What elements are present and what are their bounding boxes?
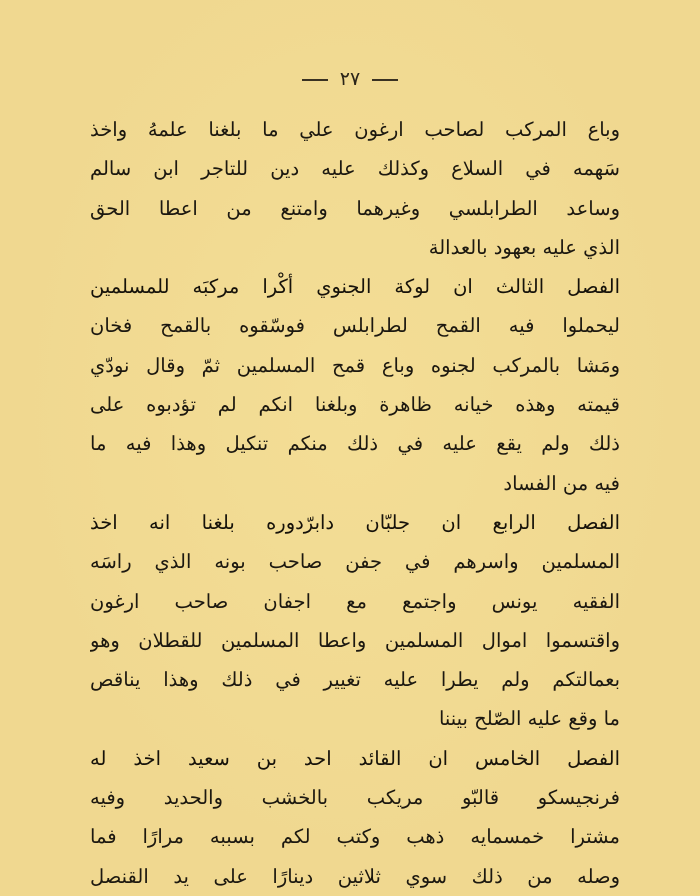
text-line: وساعد الطرابلسي وغيرهما وامتنع من اعطا الحق [90,196,620,220]
text-line: فيه من الفساد [503,471,620,495]
text-line: الذي عليه بعهود بالعدالة [428,235,620,259]
text-line: بعمالتكم ولم يطرا عليه تغيير في ذلك وهذا يناقص [90,668,620,692]
text-line: سَهمه في السلاع وكذلك عليه دين للتاجر ابن سالم [90,157,620,181]
text-line: مشترا خمسمايه ذهب وكتب لكم بسببه مرارًا فما [90,825,620,849]
text-line: وباع المركب لصاحب ارغون علي ما بلغنا علمهُ واخذ [90,118,620,141]
text-line: قيمته وهذه خيانه ظاهرة وبلغنا انكم لم تؤدبوه على [90,393,620,417]
chapter-three-line: الفصل الثالث ان لوكة الجنوي أكْرا مركبَه للمسلمين [90,275,620,299]
chapter-four-line: الفصل الرابع ان جلبّان دابرّدوره بلغنا انه اخذ [90,510,620,534]
text-line: واقتسموا اموال المسلمين واعطا المسلمين للقطلان وهو [90,628,620,652]
text-line: ليحملوا فيه القمح لطرابلس فوسّقوه بالقمح فخان [90,314,620,338]
text-line: وصله من ذلك سوي ثلاثين دينارًا على يد القنصل [90,864,620,888]
text-line: فرنجيسكو قالبّو مريكب بالخشب والحديد وفيه [90,786,620,810]
body-text [90,110,620,896]
text-line: الفقيه يونس واجتمع مع اجفان صاحب ارغون [90,589,620,613]
page-number-right-dash [372,79,398,81]
text-line: ذلك ولم يقع عليه في ذلك منكم تنكيل وهذا فيه ما [90,432,620,456]
text-line: ما وقع عليه الصّلح بيننا [438,707,620,731]
page-number-left-dash [302,79,328,81]
text-line: المسلمين واسرهم في جفن صاحب بونه الذي راسَه [90,550,620,574]
text-line: ومَشا بالمركب لجنوه وباع قمح المسلمين ثمّ وقال نودّي [90,353,620,377]
page-number [0,68,700,90]
page-number-value: ٢٧ [339,68,361,90]
chapter-five-line: الفصل الخامس ان القائد احد بن سعيد اخذ له [90,746,620,770]
